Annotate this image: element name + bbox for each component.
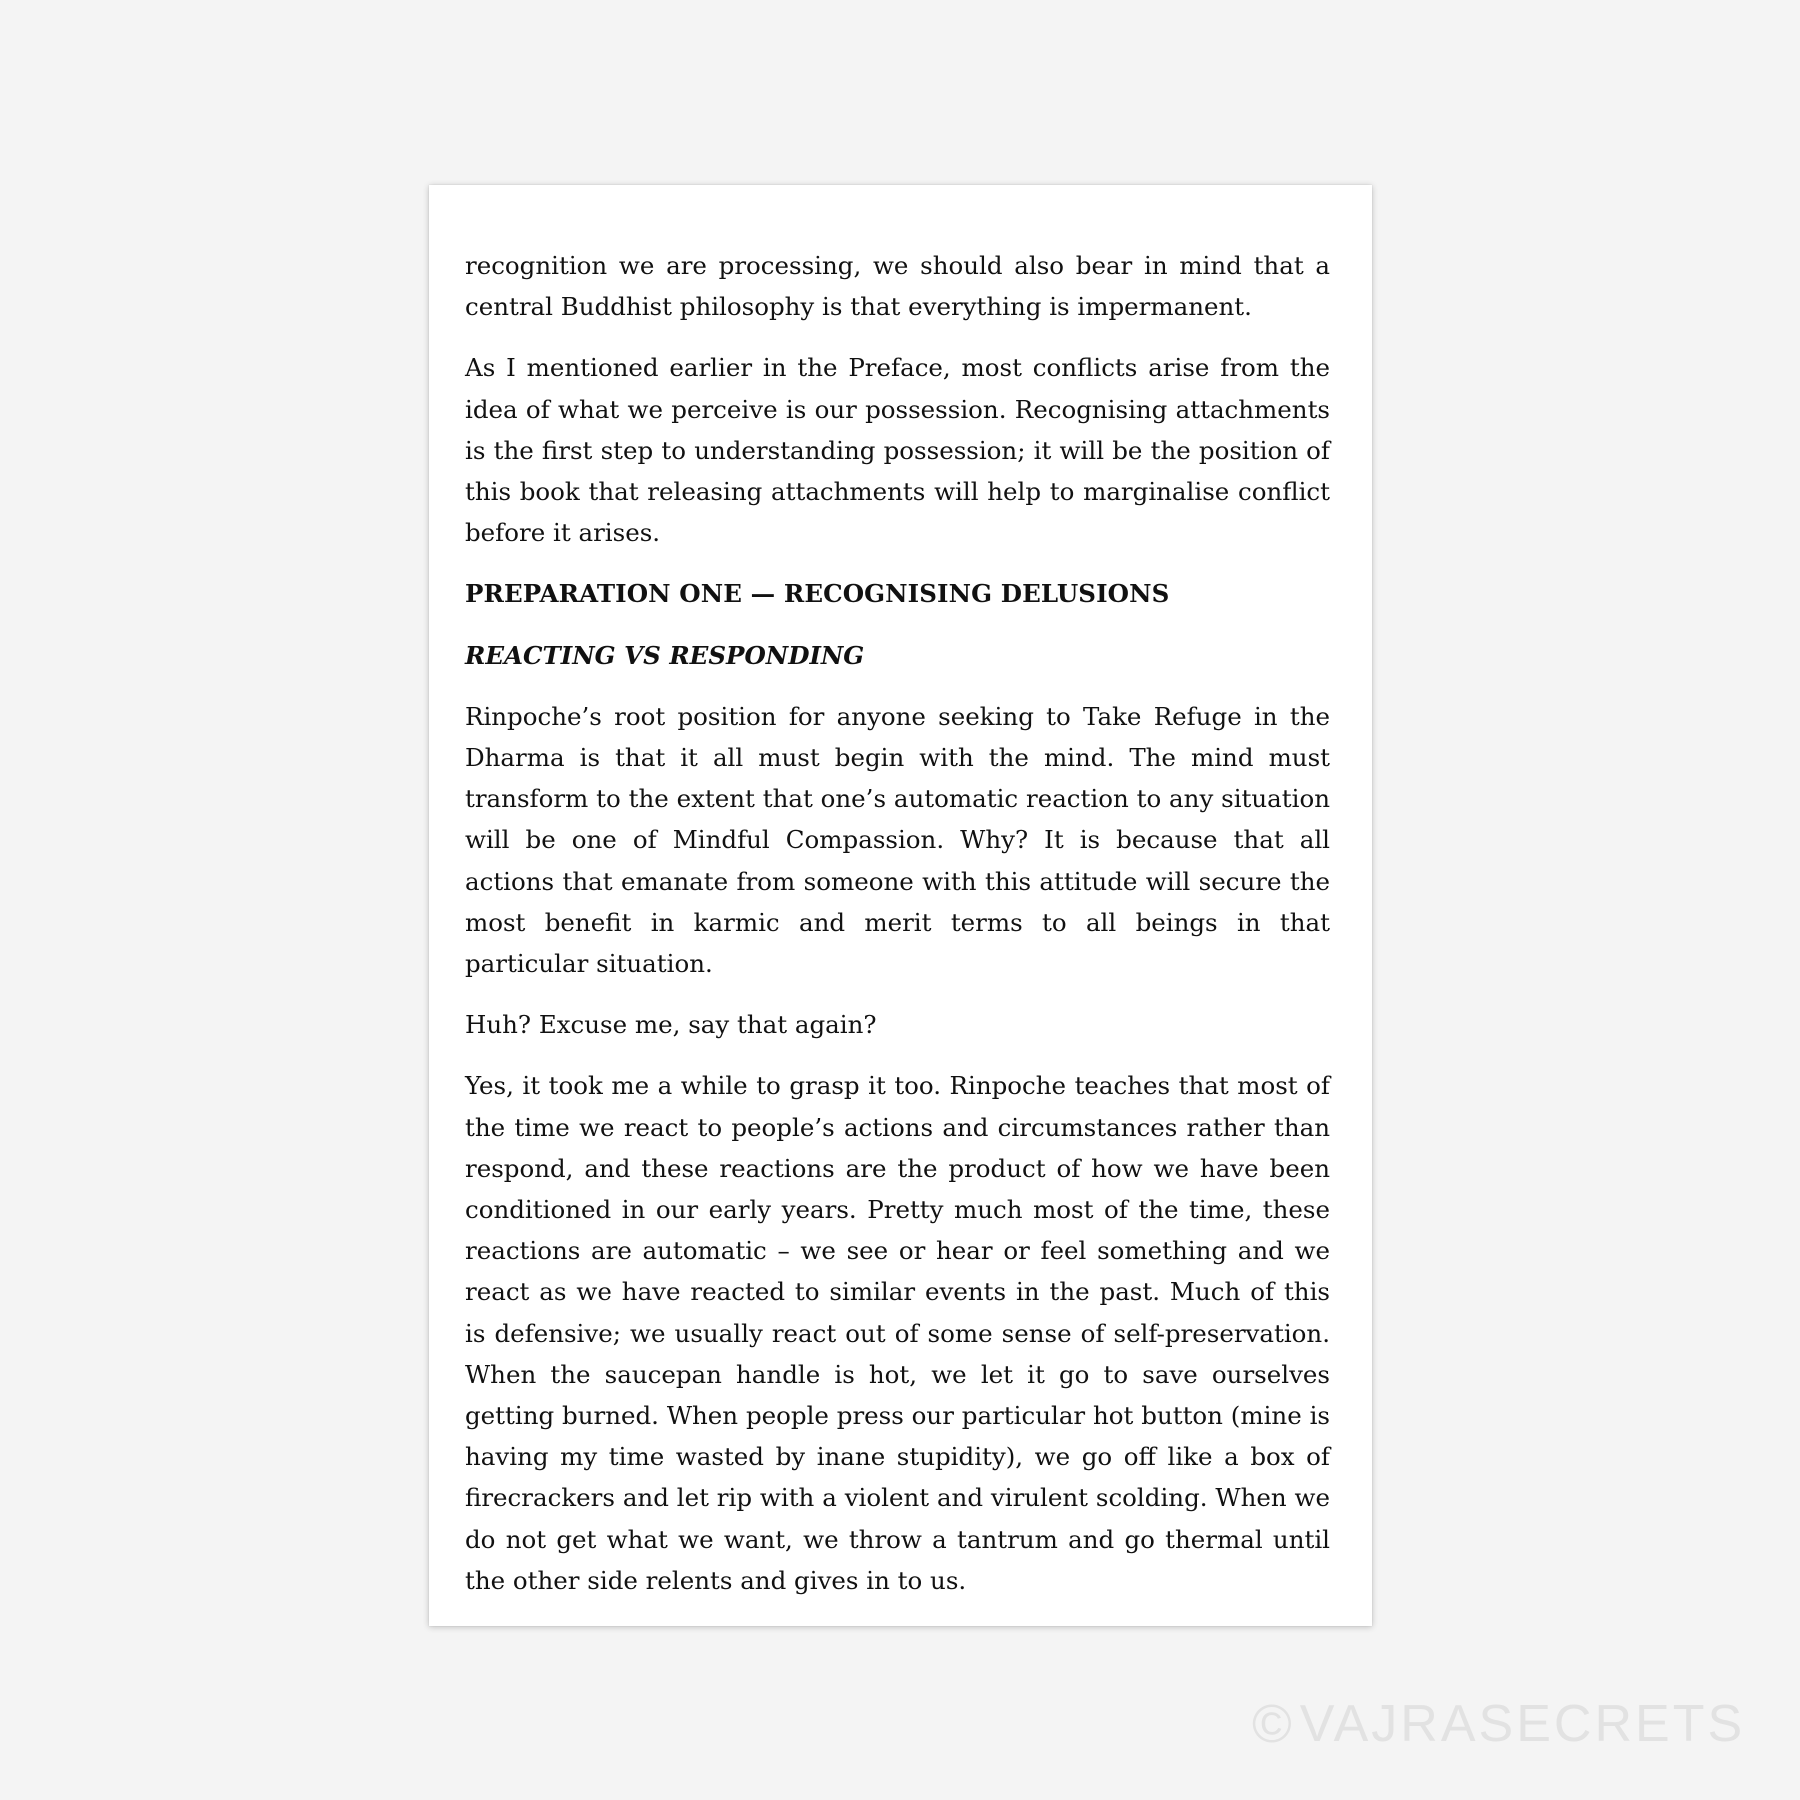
paragraph-impermanence: recognition we are processing, we should also bear in mind that a central Buddhist philosophy is that everything is impermanent. [465,251,1330,322]
page-content [465,245,1330,1621]
section-heading: PREPARATION ONE — RECOGNISING DELUSIONS [465,579,1170,609]
book-page [429,185,1372,1626]
copyright-icon: © [1252,1694,1292,1754]
paragraph-root-position: Rinpoche’s root position for anyone seeking to Take Refuge in the Dharma is that it all must begin with the mind. The mind must transform to the extent that one’s automatic reaction to any situation will be one of Mindful Compassion. Why? It is because that all actions that emanate from someone with this attitude will secure the most benefit in karmic and merit terms to all beings in that particular situation. [465,701,1330,979]
paragraph-reactions: Yes, it took me a while to grasp it too. Rinpoche teaches that most of the time we react to people’s actions and circumstances rather than respond, and these reactions are the product of how we have been conditioned in our early years. Pretty much most of the time, these reactions are automatic – we see or hear or feel something and we react as we have reacted to similar events in the past. Much of this is defensive; we usually react out of some sense of self-preservation. When the saucepan handle is hot, we let it go to save ourselves getting burned. When people press our particular hot button (mine is having my time wasted by inane stupidity), we go off like a box of firecrackers and let rip with a violent and virulent scolding. When we do not get what we want, we throw a tantrum and go thermal until the other side relents and gives in to us. [465,1071,1330,1595]
watermark-text: VAJRASECRETS [1299,1695,1746,1753]
watermark [1252,1694,1745,1754]
subsection-heading: REACTING VS RESPONDING [465,640,865,670]
paragraph-huh: Huh? Excuse me, say that again? [465,1010,877,1040]
paragraph-attachments: As I mentioned earlier in the Preface, most conflicts arise from the idea of what we perceive is our possession. Recognising attachments is the first step to understanding possession; it will be the position of this book that releasing attachments will help to marginalise conflict before it arises. [465,353,1330,548]
